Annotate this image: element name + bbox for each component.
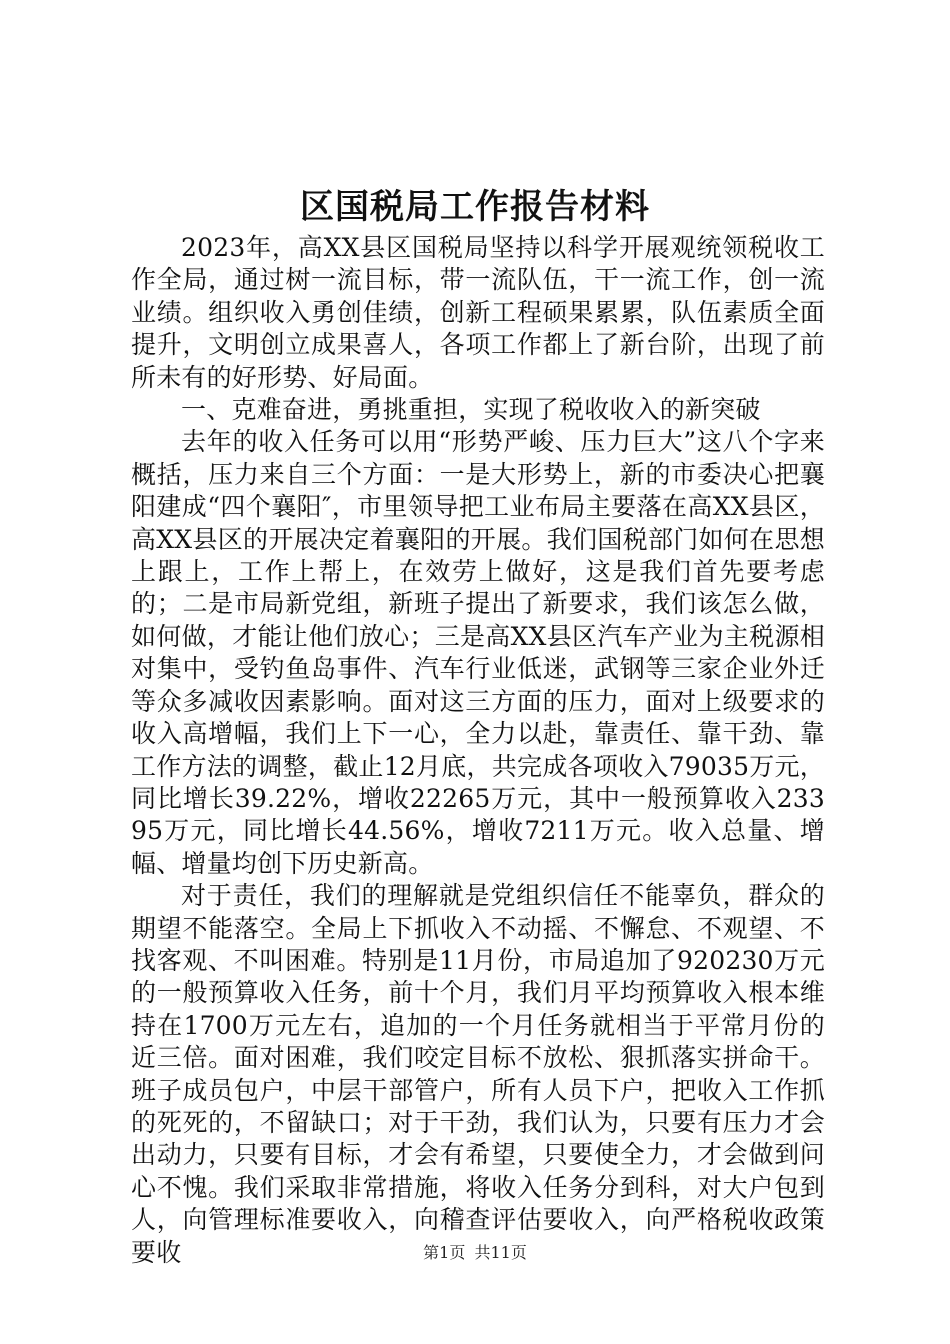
document-body [131,232,825,1269]
section-heading-1: 一、克难奋进，勇挑重担，实现了税收收入的新突破 [181,395,761,425]
page-number: 第1页 [423,1243,466,1262]
paragraph-intro: 2023年，高XX县区国税局坚持以科学开展观统领税收工作全局，通过树一流目标，带一流队伍，干一流工作，创一流业绩。组织收入勇创佳绩，创新工程硕果累累，队伍素质全面提升，文明创立成果喜人，各项工作都上了新台阶，出现了前所未有的好形势、好局面。 [131,233,825,392]
document-title: 区国税局工作报告材料 [300,187,650,227]
paragraph-revenue-pressure: 去年的收入任务可以用“形势严峻、压力巨大”这八个字来概括，压力来自三个方面：一是大形势上，新的市委决心把襄阳建成“四个襄阳″，市里领导把工业布局主要落在高XX县区，高XX县区的开展决定着襄阳的开展。我们国税部门如何在思想上跟上，工作上帮上，在效劳上做好，这是我们首先要考虑的；二是市局新党组，新班子提出了新要求，我们该怎么做，如何做，才能让他们放心；三是高XX县区汽车产业为主税源相对集中，受钓鱼岛事件、汽车行业低迷，武钢等三家企业外迁等众多减收因素影响。面对这三方面的压力，面对上级要求的收入高增幅，我们上下一心，全力以赴，靠责任、靠干劲、靠工作方法的调整，截止12月底，共完成各项收入79035万元，同比增长39.22%，增收22265万元，其中一般预算收入23395万元，同比增长44.56%，增收7211万元。收入总量、增幅、增量均创下历史新高。 [131,427,825,878]
page-footer [0,1241,950,1265]
page-total: 共11页 [474,1243,527,1262]
paragraph-responsibility: 对于责任，我们的理解就是党组织信任不能辜负，群众的期望不能落空。全局上下抓收入不动摇、不懈怠、不观望、不找客观、不叫困难。特别是11月份，市局追加了920230万元的一般预算收入任务，前十个月，我们月平均预算收入根本维持在1700万元左右，追加的一个月任务就相当于平常月份的近三倍。面对困难，我们咬定目标不放松、狠抓落实拼命干。班子成员包户，中层干部管户，所有人员下户，把收入工作抓的死死的，不留缺口；对于干劲，我们认为，只要有压力才会出动力，只要有目标，才会有希望，只要使全力，才会做到问心不愧。我们采取非常措施，将收入任务分到科，对大户包到人，向管理标准要收入，向稽查评估要收入，向严格税收政策要收 [131,881,825,1267]
